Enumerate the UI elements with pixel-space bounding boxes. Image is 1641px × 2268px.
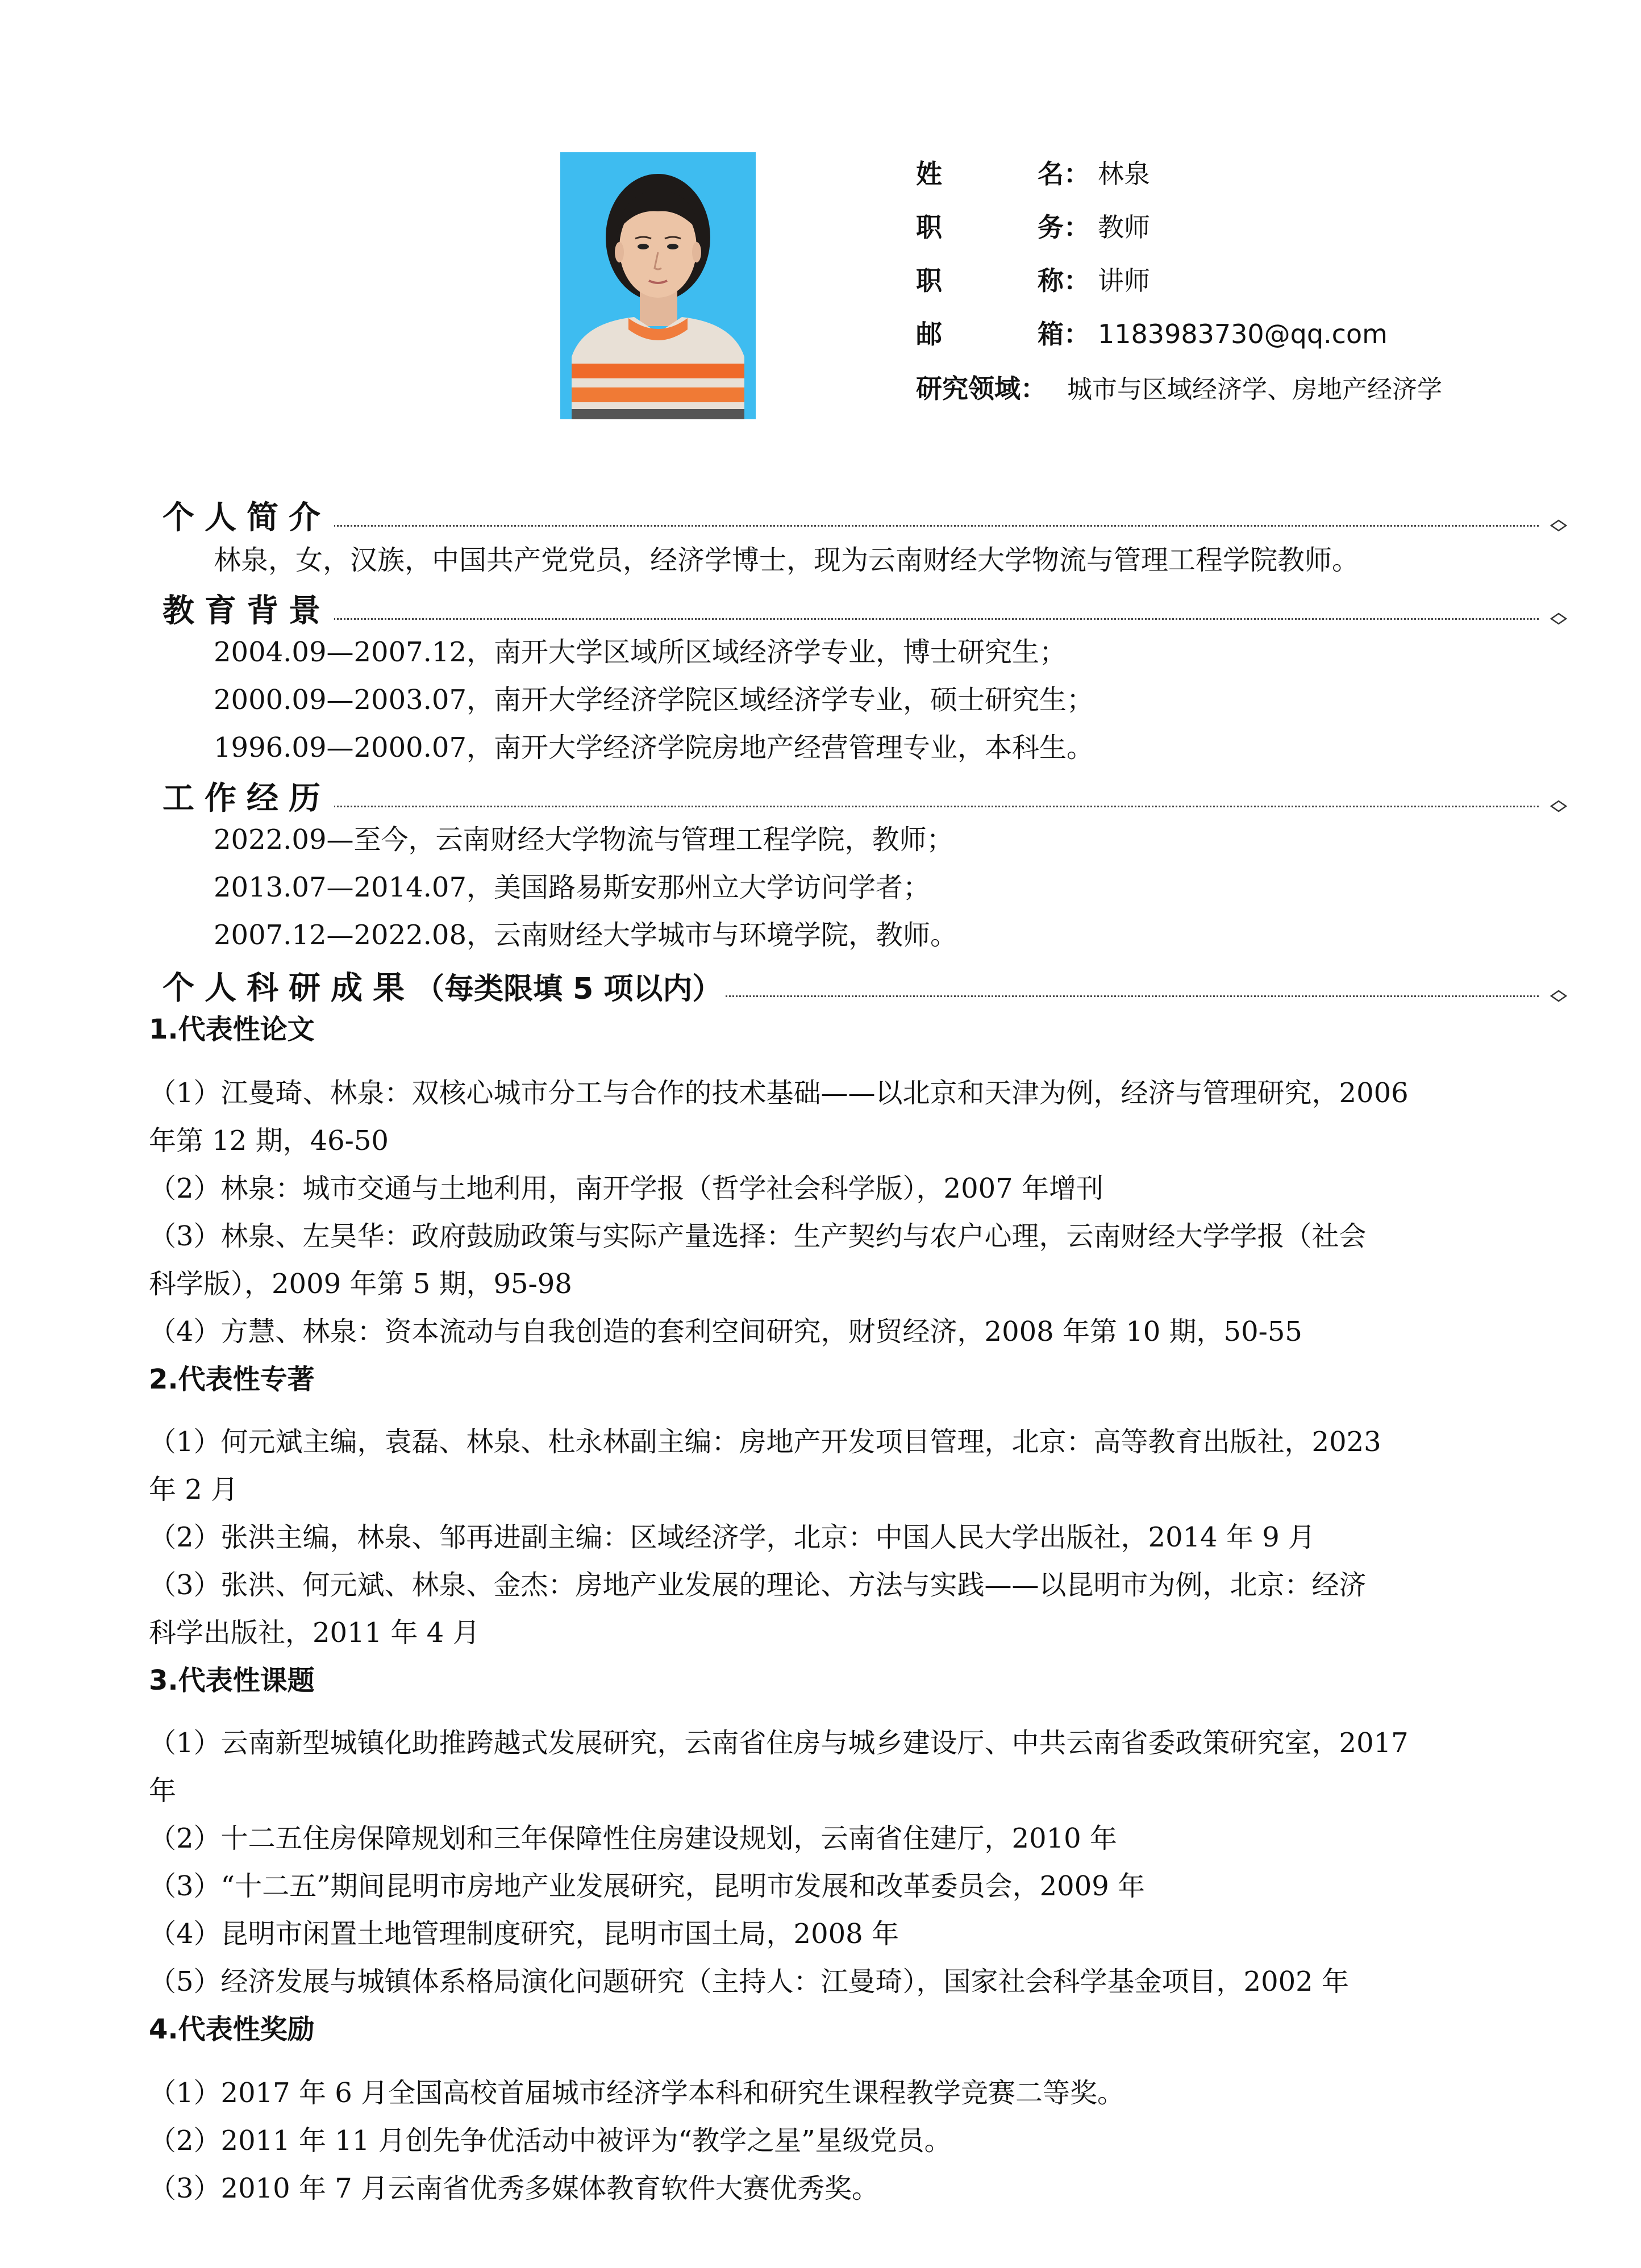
subsection-title-books: 2.代表性专著 bbox=[149, 1364, 315, 1395]
list-item: 2000.09—2003.07，南开大学经济学院区域经济学专业，硕士研究生； bbox=[214, 684, 1094, 716]
list-item: 2022.09—至今，云南财经大学物流与管理工程学院，教师； bbox=[214, 824, 954, 856]
list-item: （3）“十二五”期间昆明市房地产业发展研究，昆明市发展和改革委员会，2009 年 bbox=[149, 1870, 1146, 1902]
list-item: （2）十二五住房保障规划和三年保障性住房建设规划，云南省住建厅，2010 年 bbox=[149, 1823, 1117, 1854]
subsection-title-papers: 1.代表性论文 bbox=[149, 1014, 315, 1045]
list-item: （1）何元斌主编，袁磊、林泉、杜永林副主编：房地产开发项目管理，北京：高等教育出版社，2023 bbox=[149, 1426, 1381, 1458]
name-label-tail: 名： bbox=[1038, 159, 1090, 189]
diamond-icon bbox=[1550, 798, 1567, 815]
section-header-research bbox=[163, 966, 1572, 1011]
list-item: （2）2011 年 11 月创先争优活动中被评为“教学之星”星级党员。 bbox=[149, 2125, 952, 2157]
section-header-intro bbox=[163, 495, 1572, 541]
email-value[interactable]: 1183983730@qq.com bbox=[1098, 319, 1388, 349]
title-label-tail: 称： bbox=[1038, 265, 1090, 296]
diamond-icon bbox=[1550, 987, 1567, 1004]
list-item: （3）2010 年 7 月云南省优秀多媒体教育软件大赛优秀奖。 bbox=[149, 2173, 880, 2204]
list-item: （3）张洪、何元斌、林泉、金杰：房地产业发展的理论、方法与实践——以昆明市为例，北京：经济 bbox=[149, 1569, 1367, 1601]
list-item: 2013.07—2014.07，美国路易斯安那州立大学访问学者； bbox=[214, 872, 930, 903]
list-item: （1）云南新型城镇化助推跨越式发展研究，云南省住房与城乡建设厅、中共云南省委政策研究室，2017 bbox=[149, 1727, 1409, 1759]
position-label: 职 bbox=[916, 212, 942, 243]
section-title-note: （每类限填 5 项以内） bbox=[415, 972, 722, 1006]
list-item: 科学出版社，2011 年 4 月 bbox=[149, 1617, 480, 1649]
section-divider bbox=[163, 806, 1539, 807]
list-item: 1996.09—2000.07，南开大学经济学院房地产经营管理专业，本科生。 bbox=[214, 732, 1094, 764]
info-name-row bbox=[916, 150, 1150, 198]
section-divider bbox=[163, 618, 1539, 620]
email-label-tail: 箱： bbox=[1038, 319, 1090, 349]
research-value: 城市与区域经济学、房地产经济学 bbox=[1067, 375, 1442, 404]
name-label: 姓 bbox=[916, 159, 942, 189]
section-title: 工作经历 bbox=[163, 776, 334, 822]
diamond-icon bbox=[1550, 517, 1567, 534]
info-position-row bbox=[916, 203, 1150, 251]
list-item: （1）2017 年 6 月全国高校首届城市经济学本科和研究生课程教学竞赛二等奖。 bbox=[149, 2077, 1125, 2109]
section-divider bbox=[163, 525, 1539, 527]
position-label-tail: 务： bbox=[1038, 212, 1090, 243]
section-title bbox=[163, 966, 725, 1011]
section-title: 教育背景 bbox=[163, 589, 334, 634]
list-item: （2）林泉：城市交通与土地利用，南开学报（哲学社会科学版），2007 年增刊 bbox=[149, 1173, 1103, 1204]
list-item: （5）经济发展与城镇体系格局演化问题研究（主持人：江曼琦），国家社会科学基金项目，2002 年 bbox=[149, 1966, 1349, 1998]
portrait-image-icon bbox=[560, 152, 756, 419]
info-research-row bbox=[916, 365, 1442, 412]
list-item: （4）昆明市闲置土地管理制度研究，昆明市国土局，2008 年 bbox=[149, 1918, 899, 1950]
profile-photo bbox=[560, 152, 756, 419]
section-header-work bbox=[163, 776, 1572, 822]
list-item: 年 2 月 bbox=[149, 1474, 239, 1506]
subsection-title-projects: 3.代表性课题 bbox=[149, 1665, 315, 1696]
list-item: （1）江曼琦、林泉：双核心城市分工与合作的技术基础——以北京和天津为例，经济与管理研究，2006 bbox=[149, 1077, 1409, 1109]
email-label: 邮 bbox=[916, 319, 942, 349]
list-item: 年第 12 期，46-50 bbox=[149, 1125, 389, 1157]
info-title-row bbox=[916, 257, 1150, 305]
list-item: （4）方慧、林泉：资本流动与自我创造的套利空间研究，财贸经济，2008 年第 10 期，50-55 bbox=[149, 1316, 1302, 1348]
name-value: 林泉 bbox=[1098, 159, 1150, 189]
title-value: 讲师 bbox=[1098, 265, 1150, 296]
position-value: 教师 bbox=[1098, 212, 1150, 243]
list-item: （2）张洪主编，林泉、邹再进副主编：区域经济学，北京：中国人民大学出版社，2014 年 9 月 bbox=[149, 1521, 1316, 1553]
list-item: 科学版），2009 年第 5 期，95-98 bbox=[149, 1268, 572, 1300]
diamond-icon bbox=[1550, 610, 1567, 627]
intro-text: 林泉，女，汉族，中国共产党党员，经济学博士，现为云南财经大学物流与管理工程学院教师。 bbox=[214, 544, 1360, 576]
list-item: （3）林泉、左昊华：政府鼓励政策与实际产量选择：生产契约与农户心理，云南财经大学学报（社会 bbox=[149, 1220, 1367, 1252]
subsection-title-awards: 4.代表性奖励 bbox=[149, 2013, 315, 2045]
list-item: 2004.09—2007.12，南开大学区域所区域经济学专业，博士研究生； bbox=[214, 636, 1067, 668]
research-label: 研究领域： bbox=[916, 373, 1047, 404]
list-item: 年 bbox=[149, 1775, 177, 1807]
list-item: 2007.12—2022.08，云南财经大学城市与环境学院，教师。 bbox=[214, 919, 957, 951]
section-title-text: 个人科研成果 bbox=[163, 970, 415, 1007]
title-label: 职 bbox=[916, 265, 942, 296]
info-email-row bbox=[916, 310, 1388, 358]
section-header-education bbox=[163, 589, 1572, 634]
section-title: 个人简介 bbox=[163, 495, 334, 541]
